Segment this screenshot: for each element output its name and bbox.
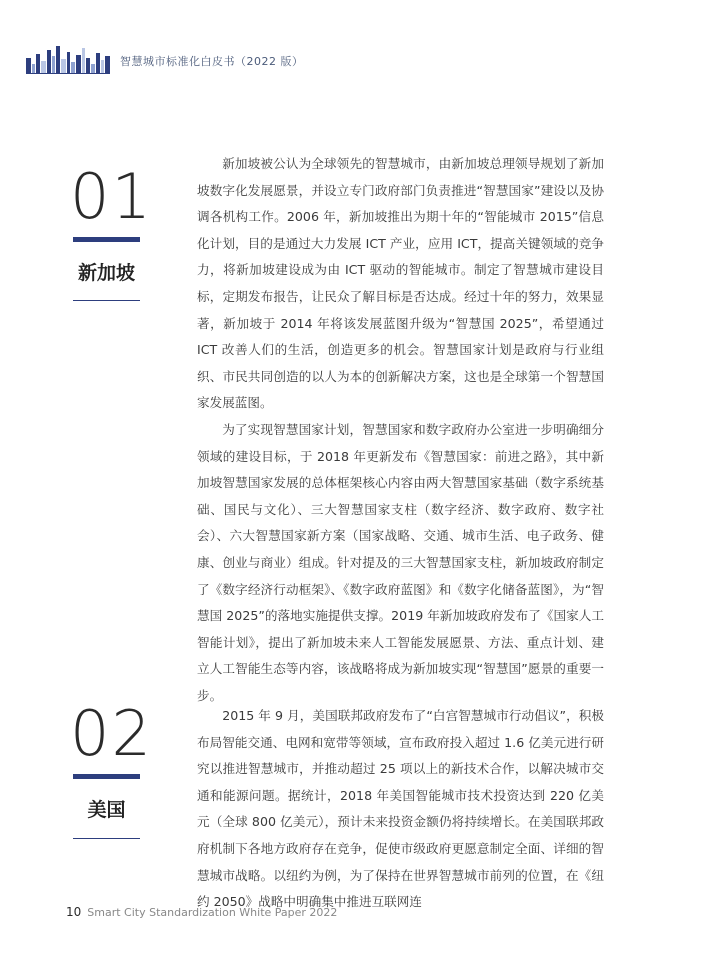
section-accent-bar — [73, 774, 140, 779]
page-footer — [66, 905, 337, 919]
section-title: 美国 — [87, 799, 126, 821]
section-divider — [73, 300, 140, 301]
header-title: 智慧城市标准化白皮书（2022 版） — [120, 55, 304, 68]
section-body — [197, 151, 604, 709]
section-body — [197, 703, 604, 916]
section-number: 01 — [70, 160, 153, 233]
section-number: 02 — [70, 697, 153, 770]
section-title: 新加坡 — [77, 262, 135, 284]
section-divider — [73, 838, 140, 839]
paragraph: 为了实现智慧国家计划，智慧国家和数字政府办公室进一步明确细分领域的建设目标，于 2018 年更新发布《智慧国家：前进之路》，其中新加坡智慧国家发展的总体框架核心内容由两大智慧国家基础（数字系统基础、国民与文化）、三大智慧国家支柱（数字经济、数字政府、数字社会）、六大智慧国家新方案（国家战略、交通、城市生活、电子政务、健康、创业与商业）组成。针对提及的三大智慧国家支柱，新加坡政府制定了《数字经济行动框架》、《数字政府蓝图》和《数字化储备蓝图》，为“智慧国 2025”的落地实施提供支撑。2019 年新加坡政府发布了《国家人工智能计划》，提出了新加坡未来人工智能发展愿景、方法、重点计划、建立人工智能生态等内容，该战略将成为新加坡实现“智慧国”愿景的重要一步。 — [197, 421, 604, 703]
page-number: 10 — [66, 905, 82, 919]
section-accent-bar — [73, 237, 140, 242]
paragraph: 2015 年 9 月，美国联邦政府发布了“白宫智慧城市行动倡议”，积极布局智能交通、电网和宽带等领域，宣布政府投入超过 1.6 亿美元进行研究以推进智慧城市，并推动超过 25 项以上的新技术合作，以解决城市交通和能源问题。据统计，2018 年美国智能城市技术投资达到 220 亿美元（全球 800 亿美元），预计未来投资金额仍将持续增长。在美国联邦政府机制下各地方政府存在竞争，促使市级政府更愿意制定全面、详细的智慧城市战略。以纽约为例，为了保持在世界智慧城市前列的位置，在《纽约 2050》战略中明确集中推进互联网连 — [197, 708, 604, 910]
city-skyline-logo — [26, 44, 110, 74]
paragraph: 新加坡被公认为全球领先的智慧城市，由新加坡总理领导规划了新加坡数字化发展愿景，并设立专门政府部门负责推进“智慧国家”建设以及协调各机构工作。2006 年，新加坡推出为期十年的“智能城市 2015”信息化计划，目的是通过大力发展 ICT 产业，应用 ICT，提高关键领域的竞争力，将新加坡建设成为由 ICT 驱动的智能城市。制定了智慧城市建设目标，定期发布报告，让民众了解目标是否达成。经过十年的努力，效果显著，新加坡于 2014 年将该发展蓝图升级为“智慧国 2025”，希望通过 ICT 改善人们的生活，创造更多的机会。智慧国家计划是政府与行业组织、市民共同创造的以人为本的创新解决方案，这也是全球第一个智慧国家发展蓝图。 — [197, 156, 604, 411]
footer-text: Smart City Standardization White Paper 2022 — [87, 906, 338, 919]
